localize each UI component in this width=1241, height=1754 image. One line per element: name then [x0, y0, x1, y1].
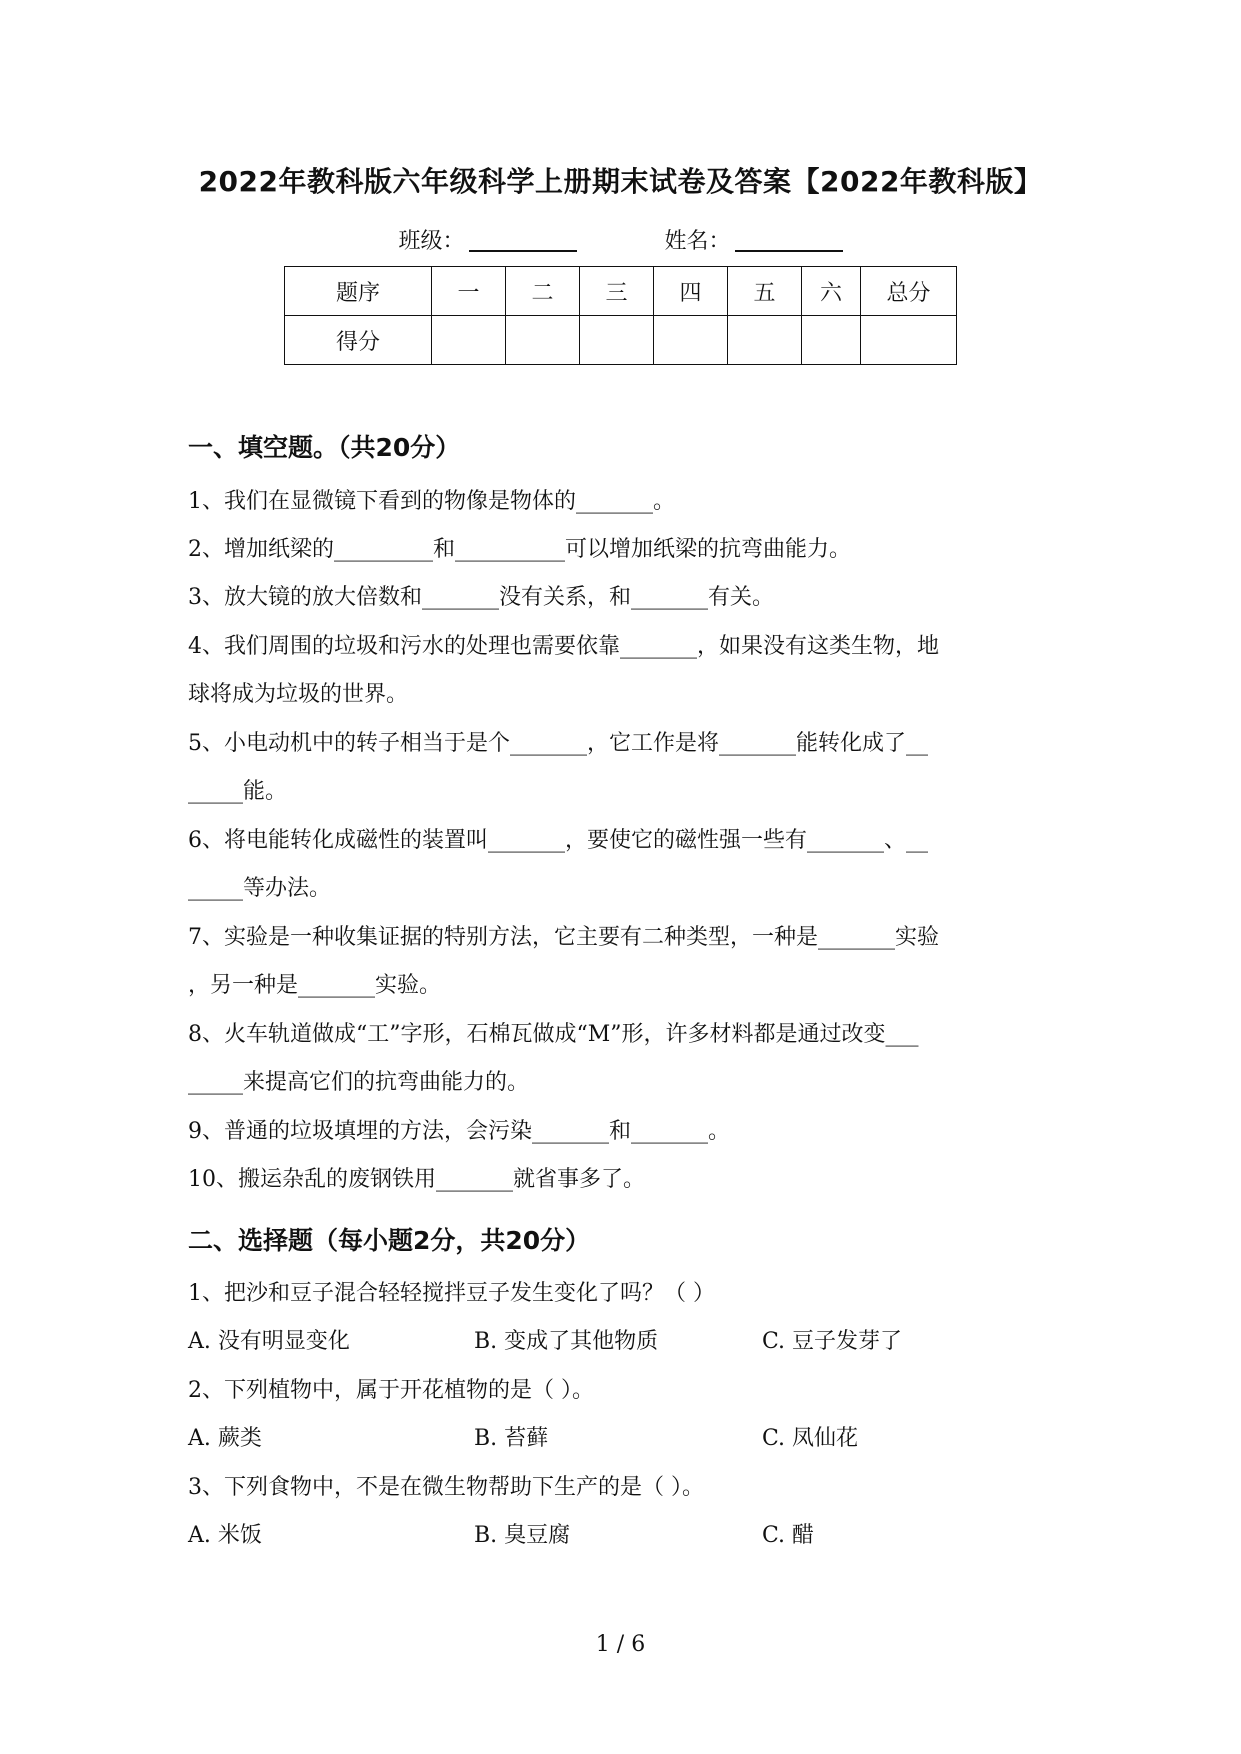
fill-question-line: _____等办法。	[188, 876, 332, 901]
score-header-cell: 总分	[861, 267, 957, 316]
fill-question-line: 球将成为垃圾的世界。	[188, 682, 409, 707]
score-cell	[654, 316, 728, 365]
choice-question-stem: 3、下列食物中，不是在微生物帮助下生产的是（ ）。	[188, 1475, 704, 1500]
class-label: 班级：	[398, 229, 465, 254]
fill-question-line: 10、搬运杂乱的废钢铁用_______就省事多了。	[188, 1167, 645, 1192]
fill-question-line: 8、火车轨道做成“工”字形，石棉瓦做成“M”形，许多材料都是通过改变___	[188, 1022, 919, 1047]
score-header-cell: 五	[728, 267, 802, 316]
score-table-header-row	[285, 267, 957, 316]
fill-question-line: 3、放大镜的放大倍数和_______没有关系，和_______有关。	[188, 585, 774, 610]
fill-question-line: 4、我们周围的垃圾和污水的处理也需要依靠_______，如果没有这类生物，地	[188, 634, 939, 659]
fill-question-line: 6、将电能转化成磁性的装置叫_______，要使它的磁性强一些有_______、__	[188, 828, 928, 853]
choice-option: C. 豆子发芽了	[762, 1329, 903, 1354]
choice-option: B. 变成了其他物质	[474, 1329, 659, 1354]
fill-question-line: _____来提高它们的抗弯曲能力的。	[188, 1070, 530, 1095]
score-cell	[728, 316, 802, 365]
choice-option: A. 米饭	[188, 1523, 262, 1548]
page-number: 1 / 6	[595, 1632, 646, 1657]
fill-question-line: ，另一种是_______实验。	[188, 973, 442, 998]
score-table-score-row	[285, 316, 957, 365]
score-cell	[506, 316, 580, 365]
choice-option: B. 苔藓	[474, 1426, 549, 1451]
fill-question-line: 7、实验是一种收集证据的特别方法，它主要有二种类型，一种是_______实验	[188, 925, 939, 950]
score-header-cell: 题序	[285, 267, 432, 316]
choice-option: C. 凤仙花	[762, 1426, 859, 1451]
score-header-cell: 一	[432, 267, 506, 316]
fill-question-line: 5、小电动机中的转子相当于是个_______，它工作是将_______能转化成了__	[188, 731, 928, 756]
score-header-cell: 三	[580, 267, 654, 316]
exam-title: 2022年教科版六年级科学上册期末试卷及答案【2022年教科版】	[198, 165, 1043, 198]
choice-question-stem: 1、把沙和豆子混合轻轻搅拌豆子发生变化了吗？（ ）	[188, 1281, 715, 1306]
fill-question-line: 1、我们在显微镜下看到的物像是物体的_______。	[188, 489, 675, 514]
score-header-cell: 四	[654, 267, 728, 316]
choice-option: B. 臭豆腐	[474, 1523, 571, 1548]
score-table	[284, 266, 957, 365]
score-header-cell: 六	[802, 267, 861, 316]
score-cell	[802, 316, 861, 365]
score-cell	[861, 316, 957, 365]
section2-heading: 二、选择题（每小题2分，共20分）	[188, 1226, 591, 1255]
name-label: 姓名：	[664, 229, 731, 254]
score-cell	[580, 316, 654, 365]
score-header-cell: 二	[506, 267, 580, 316]
score-row-label: 得分	[285, 316, 432, 365]
score-cell	[432, 316, 506, 365]
fill-question-line: 9、普通的垃圾填埋的方法，会污染_______和_______。	[188, 1119, 730, 1144]
fill-question-line: _____能。	[188, 779, 288, 804]
name-blank	[735, 228, 843, 252]
student-info	[0, 224, 1241, 255]
class-blank	[469, 228, 577, 252]
choice-question-stem: 2、下列植物中，属于开花植物的是（ ）。	[188, 1378, 594, 1403]
choice-option: A. 没有明显变化	[188, 1329, 350, 1354]
choice-option: C. 醋	[762, 1523, 815, 1548]
fill-question-line: 2、增加纸梁的_________和__________可以增加纸梁的抗弯曲能力。	[188, 537, 851, 562]
choice-option: A. 蕨类	[188, 1426, 262, 1451]
section1-heading: 一、填空题。（共20分）	[188, 433, 461, 462]
